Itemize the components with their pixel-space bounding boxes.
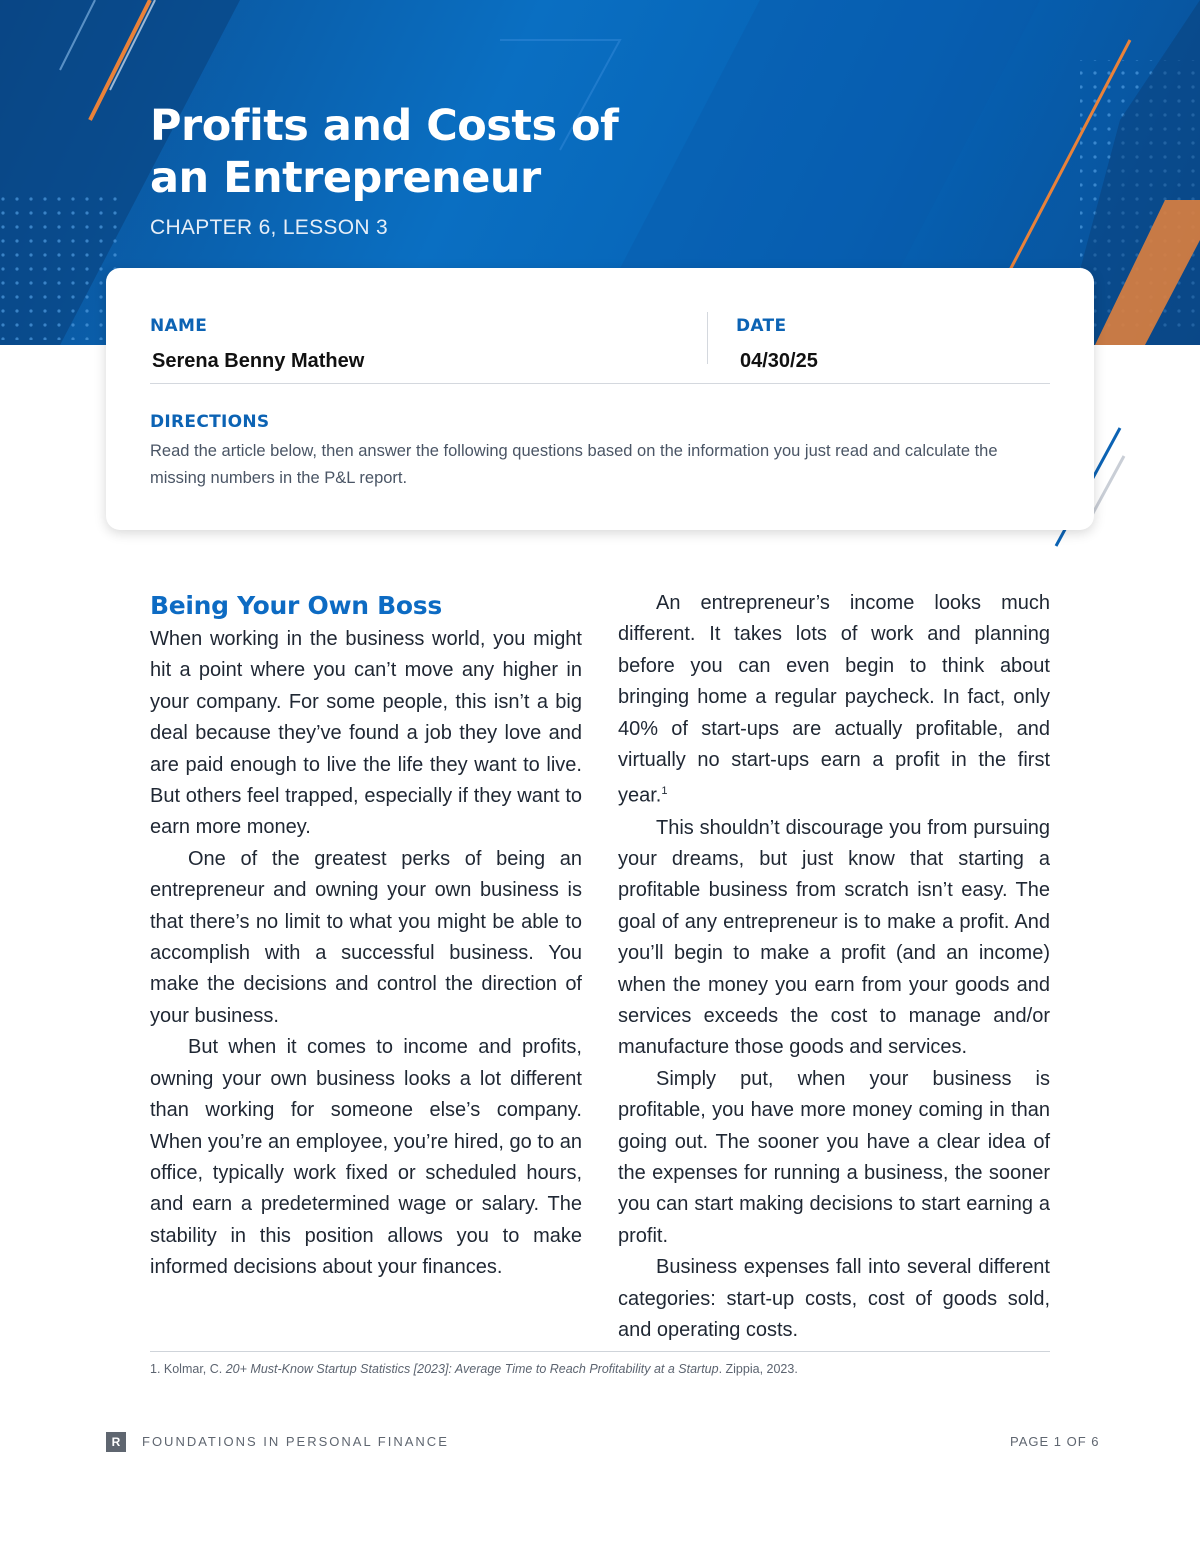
directions-text: Read the article below, then answer the following questions based on the information you just read and calculate the missing numbers in the P&L report. <box>150 442 998 487</box>
directions-label: DIRECTIONS <box>150 412 270 432</box>
page-number: PAGE 1 OF 6 <box>1010 1434 1100 1449</box>
footnote-suffix: . Zippia, 2023. <box>718 1362 798 1376</box>
student-info-card <box>106 268 1094 530</box>
article-paragraph: Business expenses fall into several different categories: start-up costs, cost of goods sold, and operating costs. <box>618 1256 1050 1341</box>
field-divider <box>707 312 708 364</box>
article-paragraph: One of the greatest perks of being an entrepreneur and owning your own business is that there’s no limit to what you might be able to accomplish with a successful business. You make the decisions and control the direction of your business. <box>150 847 582 1027</box>
name-field[interactable]: Serena Benny Mathew <box>152 350 365 372</box>
publisher-logo: R <box>106 1432 126 1452</box>
footnote <box>150 1362 798 1376</box>
article-column-left <box>150 588 582 1284</box>
chapter-subtitle: CHAPTER 6, LESSON 3 <box>150 216 388 239</box>
name-label: NAME <box>150 316 208 336</box>
paragraph-text: An entrepreneur’s income looks much different. It takes lots of work and planning before you can even begin to think about bringing home a regular paycheck. In fact, only 40% of start-ups are actually profitable, and virtually no start-ups earn a profit in the first year. <box>618 592 1050 808</box>
article-paragraph: But when it comes to income and profits, owning your own business looks a lot different than working for someone else’s company. When you’re an employee, you’re hired, go to an office, typically work fixed or scheduled hours, and earn a predetermined wage or salary. The stability in this position allows you to make informed decisions about your finances. <box>150 1036 582 1279</box>
footer-course-title: FOUNDATIONS IN PERSONAL FINANCE <box>142 1434 449 1449</box>
footnote-title: 20+ Must-Know Startup Statistics [2023]: Average Time to Reach Profitability at a Startup <box>225 1362 719 1376</box>
article-paragraph: This shouldn’t discourage you from pursuing your dreams, but just know that starting a profitable business from scratch isn’t easy. The goal of any entrepreneur is to make a profit. And you’ll begin to make a profit (and an income) when the money you earn from your goods and services exceeds the cost to manage and/or manufacture those goods and services. <box>618 816 1050 1059</box>
article-paragraph <box>618 588 1050 813</box>
footnote-prefix: 1. Kolmar, C. <box>150 1362 226 1376</box>
article-paragraph: Simply put, when your business is profitable, you have more money coming in than going out. The sooner you have a clear idea of the expenses for running a business, the sooner you can start making decisions to start earning a profit. <box>618 1067 1050 1247</box>
article-paragraph: When working in the business world, you might hit a point where you can’t move any higher in your company. For some people, this isn’t a big deal because they’ve found a job they love and are paid enough to live the life they want to live. But others feel trapped, especially if they want to earn more money. <box>150 628 582 839</box>
section-heading: Being Your Own Boss <box>150 591 442 620</box>
date-field[interactable]: 04/30/25 <box>740 350 818 372</box>
article-column-right <box>618 588 1050 1346</box>
page-title <box>150 100 618 204</box>
title-line-2: an Entrepreneur <box>150 153 541 203</box>
title-line-1: Profits and Costs of <box>150 101 619 151</box>
field-underline <box>150 383 1050 384</box>
date-label: DATE <box>736 316 787 336</box>
footnote-mark: 1 <box>661 785 668 798</box>
footnote-divider <box>150 1351 1050 1352</box>
